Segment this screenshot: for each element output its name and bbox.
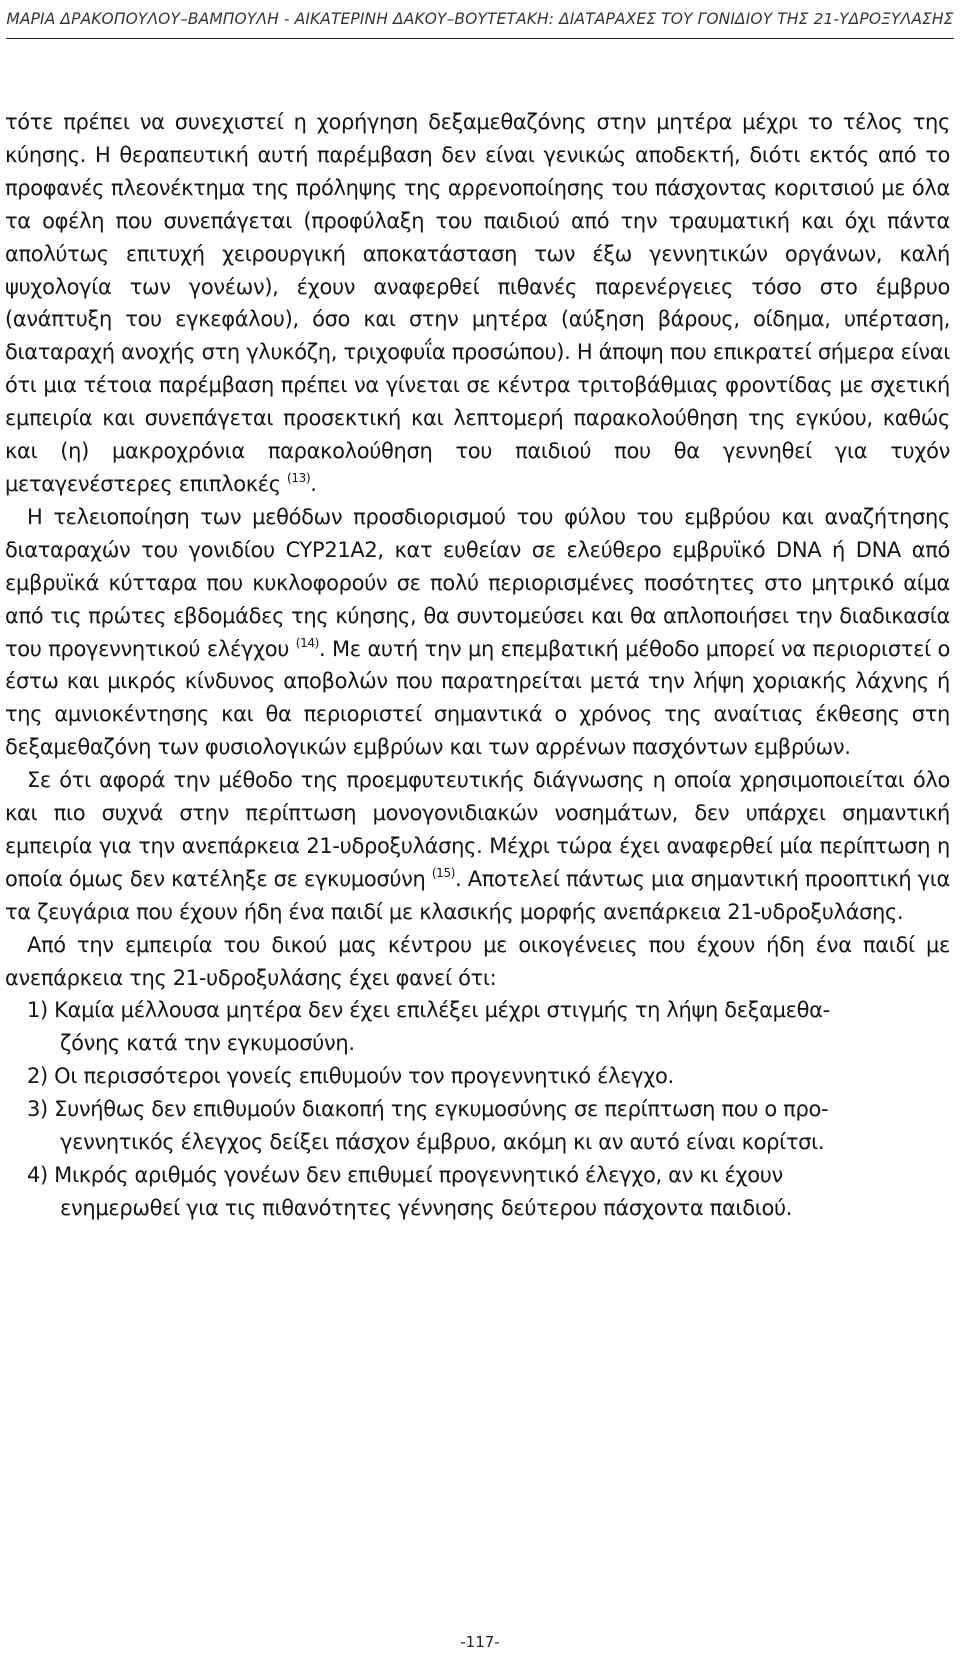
list-item-continuation: γεννητικός έλεγχος δείξει πάσχον έμβρυο, ακόμη κι αν αυτό είναι κορίτσι. (60, 1130, 825, 1155)
list-item (27, 1060, 950, 1093)
article-body (5, 106, 950, 1225)
paragraph-4: Από την εμπειρία του δικού μας κέντρου με οικογένειες που έχουν ήδη ένα παιδί με ανεπάρκεια της 21-υδροξυλάσης έχει φανεί ότι: (5, 932, 950, 990)
paragraph-2 (5, 501, 950, 764)
list-item-line: 1) Καμία μέλλουσα μητέρα δεν έχει επιλέξει μέχρι στιγμής τη λήψη δεξαμεθα- (27, 998, 830, 1023)
list-item-line: 4) Μικρός αριθμός γονέων δεν επιθυμεί προγεννητικό έλεγχο, αν κι έχουν (27, 1163, 783, 1187)
citation-13: (13) (287, 470, 311, 485)
list-item (27, 1093, 950, 1159)
list-item-line: 2) Οι περισσότεροι γονείς επιθυμούν τον προγεννητικό έλεγχο. (27, 1064, 674, 1089)
paragraph-1 (5, 106, 950, 501)
list-item (27, 994, 950, 1060)
paragraph-3 (5, 764, 950, 929)
list-item-line: 3) Συνήθως δεν επιθυμούν διακοπή της εγκυμοσύνης σε περίπτωση που ο προ- (27, 1097, 829, 1122)
running-header: ΜΑΡΙΑ ΔΡΑΚΟΠΟΥΛΟΥ–ΒΑΜΠΟΥΛΗ - ΑΙΚΑΤΕΡΙΝΗ ΔΑΚΟΥ–ΒΟΥΤΕΤΑΚΗ: ΔΙΑΤΑΡΑΧΕΣ ΤΟΥ ΓΟΝΙΔΙΟΥ ΤΗΣ 21-ΥΔΡΟΞΥΛΑΣΗΣ (6, 10, 954, 28)
list-item-continuation: ενημερωθεί για τις πιθανότητες γέννησης δεύτερου πάσχοντα παιδιού. (60, 1195, 793, 1220)
paragraph-1-end: . (310, 471, 317, 496)
header-rule (6, 38, 954, 39)
paragraph-3-text: Σε ότι αφορά την μέθοδο της προεμφυτευτικής διάγνωσης η οποία χρησιμοποιείται όλο και πιο συχνά στην περίπτωση μονογονιδιακών νοσημάτων, δεν υπάρχει σημαντική εμπειρία για την ανεπάρκεια 21-υδροξυλάσης. Μέχρι τώρα έχει αναφερθεί μία περίπτωση η οποία όμως δεν κατέληξε σε εγκυμοσύνη (5, 768, 950, 891)
paragraph-2-text: Η τελειοποίηση των μεθόδων προσδιορισμού του φύλου του εμβρύου και αναζήτησης διαταραχών του γονιδίου CYP21A2, κατ ευθείαν σε ελεύθερο εμβρυϊκό DNA ή DNA από εμβρυϊκά κύτταρα που κυκλοφορούν σε πολύ περιορισμένες ποσότητες στο μητρικό αίμα από τις πρώτες εβδομάδες της κύησης, θα συντομεύσει και θα απλοποιήσει την διαδικασία του προγεννητικού ελέγχου (5, 504, 950, 661)
list-item-continuation: ζόνης κατά την εγκυμοσύνη. (60, 1031, 355, 1056)
citation-14: (14) (295, 635, 320, 650)
paragraph-2-end: . Με αυτή την μη επεμβατική μέθοδο μπορεί να περιοριστεί ο έστω και μικρός κίνδυνος αποβολών που παρατηρείται μετά την λήψη χοριακής λάχνης ή της αμνιοκέντησης και θα περιοριστεί σημαντικά ο χρόνος της αναίτιας έκθεσης στη δεξαμεθαζόνη των φυσιολογικών εμβρύων και των αρρένων πασχόντων εμβρύων. (5, 636, 950, 760)
page-number: -117- (460, 1633, 500, 1651)
list-item (27, 1159, 950, 1225)
citation-15: (15) (431, 865, 456, 880)
paragraph-3-end: . Αποτελεί πάντως μια σημαντική προοπτική για τα ζευγάρια που έχουν ήδη ένα παιδί με κλασικής μορφής ανεπάρκεια 21-υδροξυλάσης. (5, 866, 951, 924)
findings-list (5, 994, 950, 1224)
paragraph-1-text: τότε πρέπει να συνεχιστεί η χορήγηση δεξαμεθαζόνης στην μητέρα μέχρι το τέλος της κύησης. Η θεραπευτική αυτή παρέμβαση δεν είναι γενικώς αποδεκτή, διότι εκτός από το προφανές πλεονέκτημα της πρόληψης της αρρενοποίησης του πάσχοντας κοριτσιού με όλα τα οφέλη που συνεπάγεται (προφύλαξη του παιδιού από την τραυματική και όχι πάντα απολύτως επιτυχή χειρουργική αποκατάσταση των έξω γεννητικών οργάνων, καλή ψυχολογία των γονέων), έχουν αναφερθεί πιθανές παρενέργειες τόσο στο έμβρυο (ανάπτυξη του εγκεφάλου), όσο και στην μητέρα (αύξηση βάρους, οίδημα, υπέρταση, διαταραχή ανοχής στη γλυκόζη, τριχοφυΐα προσώπου). Η άποψη που επικρατεί σήμερα είναι ότι μια τέτοια παρέμβαση πρέπει να γίνεται σε κέντρα τριτοβάθμιας φροντίδας με σχετική εμπειρία και συνεπάγεται προσεκτική και λεπτομερή παρακολούθηση της εγκύου, καθώς και (η) μακροχρόνια παρακολούθηση του παιδιού που θα γεννηθεί για τυχόν μεταγενέστερες επιπλοκές (5, 110, 950, 496)
